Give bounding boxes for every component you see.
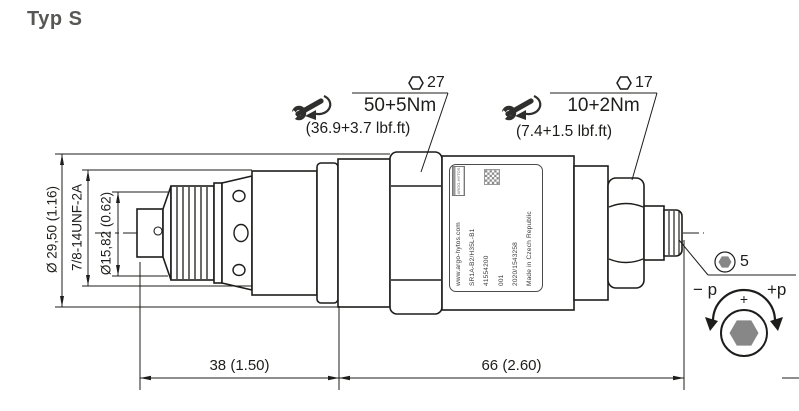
adjustment-stem [644,206,664,260]
dim-thread: 7/8-14UNF-2A [69,183,85,272]
hex-nut-17-icon [617,77,631,89]
hex-nut-27 [390,152,442,314]
hex-locknut-17 [608,178,644,288]
torque-value-imperial: (7.4+1.5 lbf.ft) [515,123,613,140]
pressure-decrease-label: − p [693,280,718,299]
dim-overall-length: 66 (2.60) [481,357,542,374]
nameplate-part-number: 41554200 [483,255,491,286]
nose-chamfer [163,186,171,280]
dim-outer-diameter: Ø 29,50 (1.16) [44,185,60,274]
seal-washer [317,163,338,303]
wrench-icon [286,96,330,123]
dim-pilot-diameter: Ø15,82 (0.62) [98,191,114,276]
nameplate-content [449,164,543,292]
hex-key-size-label: 5 [740,253,749,270]
nameplate-serial: 2020/1543258 [511,242,519,286]
datamatrix-code [485,170,499,184]
wrench-icon [496,96,540,123]
wrench-size-label: 17 [635,74,653,91]
wrench-size-label: 27 [427,74,445,91]
nameplate-batch: 001 [497,274,505,286]
cage-hole [233,265,245,276]
cage-hole [233,191,245,202]
nameplate-text [452,186,537,286]
cage-hole [234,225,248,242]
hex-nut-27-icon [409,77,423,89]
valve-sleeve [252,171,317,295]
body-end-step [574,166,608,300]
thread-relief-ring [214,183,222,283]
argo-hytos-logo: ARGO-HYTOS [452,166,465,196]
hex-socket-icon [715,252,735,272]
pressure-increase-label: +p [767,280,787,299]
valve-neck [338,159,390,307]
nameplate-origin: Made in Czech Republic [526,211,534,286]
nameplate-model: SR1A-B2/H35L-B1 [469,228,477,286]
torque-value-metric: 10+2Nm [567,95,640,116]
valve-outline [137,152,682,314]
nose-orifice [154,227,162,235]
rotation-plus-sign: + [739,291,749,307]
nameplate-url: www.argo-hytos.com [455,222,462,286]
torque-value-metric: 50+5Nm [363,95,437,116]
torque-value-imperial: (36.9+3.7 lbf.ft) [305,120,411,137]
page-title: Typ S [27,8,83,30]
dim-cartridge-length: 38 (1.50) [209,357,270,374]
